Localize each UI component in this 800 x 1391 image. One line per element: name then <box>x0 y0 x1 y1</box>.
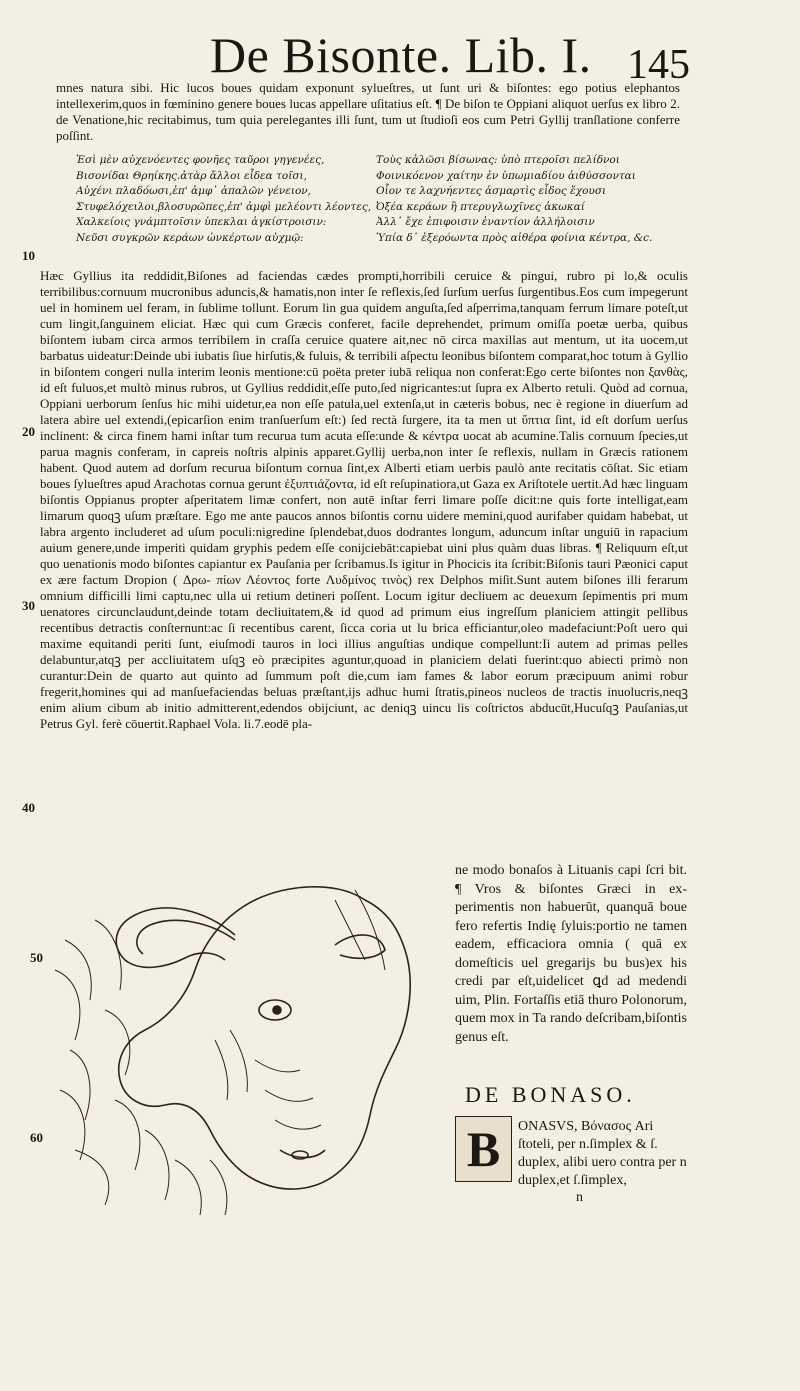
greek-line: Βισονίδαι Θρηίκης.ἀτὰρ ἄλλοι εἶδεα τοῖσι, <box>76 169 307 182</box>
decorated-initial <box>455 1116 512 1182</box>
greek-column-right <box>376 153 706 247</box>
folio-number: 145 <box>627 42 690 88</box>
greek-line: Στυφελόχειλοι,βλοσυρῶπες,ἐπ' ἀμφὶ μελέοντι λέοντες, <box>76 200 372 213</box>
initial-letter: B <box>466 1121 501 1177</box>
greek-line: Οἷον τε λαχνήεντες ἀσμαρτὶς εἶδος ἔχουσι <box>376 185 607 198</box>
greek-line: Ἀλλ᾽ ἔχε ἐπιφοισιν ἐναντίον ἀλλήλοισιν <box>376 216 595 229</box>
running-title: De Bisonte. Lib. I. <box>210 27 592 83</box>
greek-line: Νεῦσι συγκρῶν κεράων ὠνκέρτων αὐχμῷ: <box>76 231 304 244</box>
catchword: n <box>576 1190 583 1205</box>
intro-text: mnes natura sibi. Hic lucos boues quidam exponunt sylueſtres, ut ſunt uri & biſontes: ego potius elephantos intellexerim,quos in fœminino genere boues lucas appellare uſitatius eſt. ¶ De biſon te Oppiani aliquot uerſus ex libro 2. de Venatione,hic recitabimus, tum quia perelegantes illi ſunt, tum ut ſtudioſi eos cum Petri Gyllij tranſlatione conferre poſſint. <box>56 80 680 143</box>
line-number: 30 <box>22 598 35 613</box>
greek-line: Φοινικόενον χαίτην ἐν ὑπωμιαδίου ἀιθύσσονται <box>376 169 636 182</box>
line-number: 60 <box>30 1130 43 1145</box>
main-text-block <box>40 268 688 868</box>
line-number: 50 <box>30 950 43 965</box>
bison-head-woodcut <box>35 860 455 1220</box>
greek-line: Χαλκείοις γνάμπτοῖσιν ὑπεκλαι ἀγκίστροισιν: <box>76 216 327 229</box>
greek-line: Ὑπία δ᾽ ἐξερόωντα πρὸς αἰθέρα φοίνια κέντρα, &c. <box>376 231 653 244</box>
greek-verse-block <box>56 153 696 268</box>
main-paragraph: Hæc Gyllius ita reddidit,Biſones ad faciendas cædes prompti,horribili ceruice & pingui, rubro pi lo,& oculis terribilibus:cornuum mucronibus aduncis,& hamatis,non inter ſe reflexis,ſed ſurſum uerſus ſurgentibus.Eos cum impegerunt uel in hominem uel feram, in ſublime tollunt. Eorum lin gua quidem anguſta,ſed aſperrima,tanquam ferrum limare poteſt,ut cum lingit,ſanguinem eliciat. Hæc qui cum Græcis conferet, facile deprehendet, primum omiſſa poetæ uerba, quibus biſontem iubam circa armos terribilem in craſſa ceruice quatere ait,nec nō circa maxillas aut mentum, ut ita uocem,ut barbatus uideatur:Deinde ubi iubatis ſiue hirſutis,& fuluis, & terribili aſpectu leonibus biſontem comparat,hoc totum à Gyllio in biſontem congeri nulla interim leonis mentione:cū poëta preter iubā reliqua non conferat:Ego certe biſontes non ξανθὰς, id eſt fuluos,et multò minus rubros, ut Gyllius reddidit,eſſe puto,ſed nigricantes:ut ſupra ex Alberto retuli. Quòd ad cornua, Oppiani uerborum ſenſus hic mihi uidetur,ea non eſſe patula,uel extenſa,ut in cæteris bobus, nec è regione in diuerſum ad latera abire uel extendi,(epicarſion enim tranſuerſum eſt:) ſed rectà ſurgere, ita ta men ut ὕπτια ſint, id eſt dorſum uerſus inclinent: & circa finem hami inſtar tum recurua tum acuta eſſe:unde & κέντρα uocat ab acumine.Talis cornuum ſpecies,ut parua magnis conferam, in capreis noſtris alpinis apparet.Gyllij uerba,non inter ſe reflexis, nullam in Græcis rationem habent. Quod autem ad dorſum recurua biſontum cornua ſint,ex Alberti etiam uerbis paulò ante recitatis cōſtat. Sic etiam boues ſylueſtres apud Arachotas cornua gerunt ἐξυπτιάζοντα, id eſt reſupinatiora,ut Gaza ex Ariſtotele uertit.Ad hæc linguam biſontis Oppianus propter aſperitatem limæ confert, non autē inſtar ferri limare poſſe dicit:ne quis forte intelligat,eam limarum quoqꝫ uſum præſtare. Ego me ante paucos annos biſontis cornu uidere memini,quod aurifaber quidam habebat, ut labra argento includeret ad uſum poculi:nigredine ſplendebat,duos dodrantes longum, aduncum inſtar unguiū in rapacium auium genere,unde imperiti quidam gryphis pedem eſſe conijciebāt:capiebat uini plus quàm duas libras. ¶ Reliquum eſt,ut quo uenationis modo biſontes capiantur ex Pauſania per ſcribamus.Is igitur in Phocicis ita ſcribit:Biſonis tauri Pæonici caput ex ære factum Dropion ( Δρω- πίων Λέοντος forte Λυδμίνος τινὸς) rex Delphos miſit.Sunt autem biſones illi ferarum omnium difficilli limi captu,nec ulla ui retium detineri poſſent. Locum igitur decliuem ac deuexum ſepimentis pri mum uenatores circunclaudunt,deinde totam decliuitatem,& id quod ad primum eius ingreſſum planiciem attingit pellibus recentibus detractis conſternunt:ac ſi recentibus carent, ſicca coria ut lu brica efficiantur,oleo madefaciunt:Poſt uero qui maxime equitandi periti ſunt, eiuſmodi tauros in loci illius anguſtias undique compellunt:Ii autem ad primas pelles delabuntur,atqꝫ per accliuitatem uſqꝫ eò præcipites aguntur,quoad in planiciem delati fuerint:quo abiecti primò non curantur:Dein de quarto aut quinto ad ſummum poſt die,cum iam fames & labor eorum præcipuum animi robur fregerit,homines qui ad manſuefaciendas beluas præſtant,ijs adhuc humi ſtratis,pineos nucleos de tractis inuolucris,neqꝫ enim alium cibum ab initio admitterent,edendos obijciunt, ac deniqꝫ uincu lis coſtrictos abducūt,Hucuſqꝫ Pauſanias,ut Petrus Gyl. ferè cōuertit.Raphael Vola. li.7.eodē pla- <box>40 268 688 731</box>
line-number: 20 <box>22 424 35 439</box>
page-header <box>0 20 800 88</box>
section-heading: DE BONASO. <box>465 1082 636 1107</box>
greek-column-left <box>76 153 376 247</box>
line-number: 10 <box>22 248 35 263</box>
greek-line: Ὀξέα κεράων ἢ πτερυγλωχῖνες ἀκωκαί <box>376 200 585 213</box>
greek-line: Τοὺς κἀλῶσι βίσωνας: ὑπὸ πτεροῖσι πελίδνοι <box>376 154 620 166</box>
side-paragraph: ne modo bonaſos à Lituanis capi ſcri bit. ¶ Vros & biſontes Græci in ex- perimentis non habuerūt, quanquā boue fero refertis Indię ſyluis:portio ne tamen eadem, efficaciora omnia ( quā ex domeſticis uel gregarijs bu bus)ex his credi par eſt,uidelicet ꝗd ad medendi uim, Plin. Fortaſſis etiā thuro Polonorum, quem mox in Ta rando deſcribam,biſontis genus eſt. <box>455 863 687 1045</box>
line-number: 40 <box>22 800 35 815</box>
intro-paragraph <box>56 80 680 145</box>
greek-line: Αὐχένι πλαδόωσι,ἐπ' ἀμφ᾽ ἀπαλῶν γένειον, <box>76 185 311 198</box>
greek-line: Ἐσὶ μὲν αὐχενόεντες φονῆες ταῦροι γηγενέες, <box>76 154 325 166</box>
bonaso-paragraph: ONASVS, Βόνασος Ari ſtoteli, per n.ſimplex & ſ. duplex, alibi uero contra per n duplex,et ſ.ſimplex, <box>518 1119 687 1188</box>
